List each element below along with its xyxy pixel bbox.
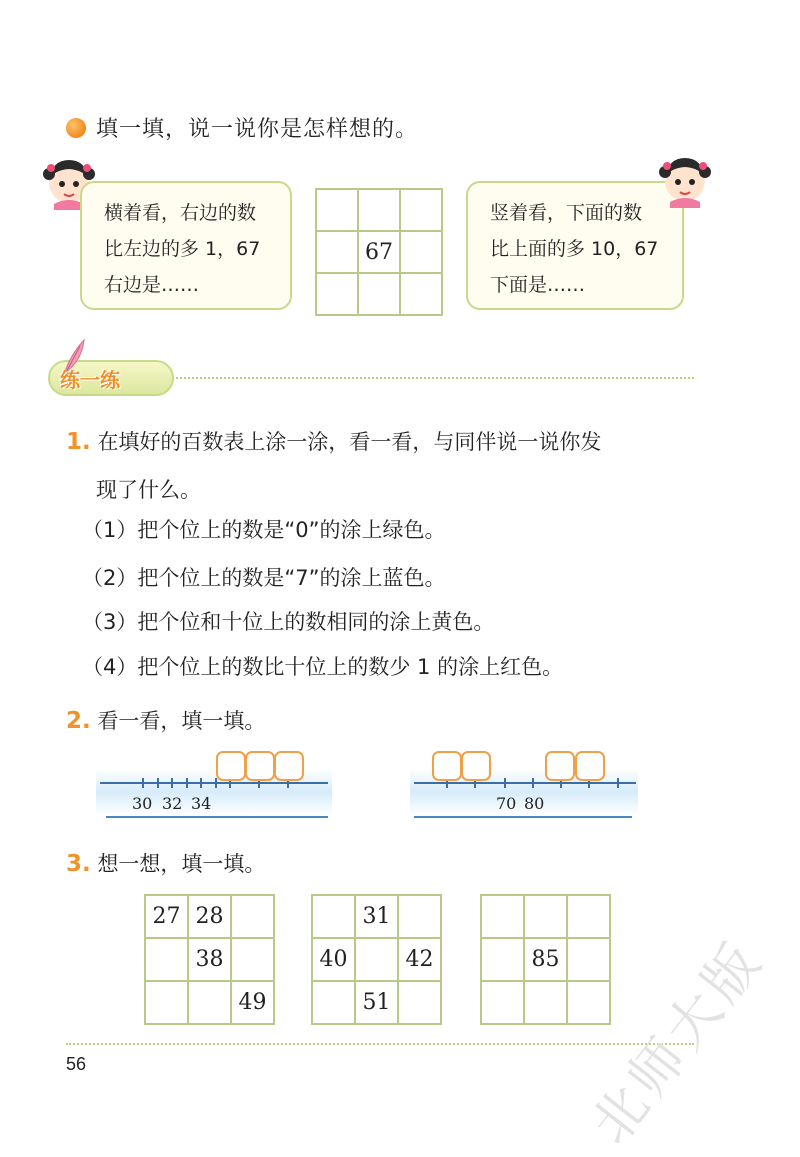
question-text: 看一看，填一填。 [97,709,266,733]
grid-cell[interactable] [188,981,231,1024]
intro-number-grid [315,188,443,316]
question-1-text-cont: 现了什么。 [96,478,201,502]
sub-question: （4）把个位上的数比十位上的数少 1 的涂上红色。 [82,655,564,679]
grid-cell[interactable] [398,895,441,938]
answer-box[interactable] [545,751,575,781]
sub-question: （3）把个位和十位上的数相同的涂上黄色。 [82,610,495,634]
answer-box[interactable] [575,751,605,781]
grid-cell[interactable] [145,938,188,981]
question-text: 在填好的百数表上涂一涂，看一看，与同伴说一说你发 [97,430,602,454]
grid-cell[interactable] [145,981,188,1024]
hint-line: 横着看，右边的数 [104,202,257,224]
number-line-right [410,745,640,825]
answer-box[interactable] [216,751,246,781]
grid-cell[interactable] [400,231,442,273]
grid-cell: 40 [312,938,355,981]
number-grid-3 [480,894,611,1025]
answer-box[interactable] [274,751,304,781]
hint-line: 右边是…… [104,274,200,296]
hint-line: 比左边的多 1，67 [104,238,261,260]
girl-avatar-icon [656,150,714,208]
question-number: 3. [66,851,91,877]
grid-cell[interactable] [355,938,398,981]
question-text: 想一想，填一填。 [97,852,266,876]
grid-cell[interactable] [231,938,274,981]
intro-title: 填一填，说一说你是怎样想的。 [96,117,419,142]
grid-cell[interactable] [524,895,567,938]
question-number: 2. [66,708,91,734]
dotted-divider [176,377,694,379]
grid-cell[interactable] [400,273,442,315]
tick-label: 70 [496,794,517,813]
orange-bullet-icon [66,118,86,138]
answer-box[interactable] [245,751,275,781]
grid-cell: 31 [355,895,398,938]
grid-cell: 28 [188,895,231,938]
hint-bubble-horizontal [80,181,292,310]
question-1-text [66,426,601,456]
grid-cell[interactable] [567,981,610,1024]
grid-cell: 67 [358,231,400,273]
grid-cell: 51 [355,981,398,1024]
tick-label: 34 [191,794,212,813]
hint-line: 下面是…… [490,274,586,296]
hint-bubble-vertical [466,181,684,310]
grid-cell[interactable] [316,273,358,315]
grid-cell[interactable] [358,273,400,315]
grid-cell[interactable] [398,981,441,1024]
sub-question: （1）把个位上的数是“0”的涂上绿色。 [82,518,446,542]
watermark-text: 北师大版 [578,927,777,1156]
question-2-text [66,705,265,735]
page-number: 56 [66,1054,87,1074]
grid-cell[interactable] [481,938,524,981]
grid-cell[interactable] [316,189,358,231]
answer-box[interactable] [461,751,491,781]
grid-cell[interactable] [358,189,400,231]
number-grid-1 [144,894,275,1025]
grid-cell[interactable] [400,189,442,231]
question-3-text [66,848,265,878]
number-line-left [96,745,336,825]
grid-cell: 27 [145,895,188,938]
grid-cell: 42 [398,938,441,981]
hint-line: 竖着看，下面的数 [490,202,643,224]
practice-title: 练一练 [60,368,120,392]
grid-cell[interactable] [481,895,524,938]
dotted-divider [66,1043,694,1045]
grid-cell[interactable] [312,981,355,1024]
question-number: 1. [66,429,91,455]
grid-cell[interactable] [316,231,358,273]
grid-cell: 85 [524,938,567,981]
tick-label: 32 [162,794,183,813]
tick-label: 30 [132,794,153,813]
grid-cell: 38 [188,938,231,981]
grid-cell[interactable] [524,981,567,1024]
tick-label: 80 [524,794,545,813]
grid-cell[interactable] [481,981,524,1024]
grid-cell[interactable] [567,938,610,981]
grid-cell[interactable] [231,895,274,938]
answer-box[interactable] [432,751,462,781]
grid-cell[interactable] [567,895,610,938]
grid-cell[interactable] [312,895,355,938]
number-grid-2 [311,894,442,1025]
sub-question: （2）把个位上的数是“7”的涂上蓝色。 [82,566,446,590]
hint-line: 比上面的多 10，67 [490,238,659,260]
grid-cell: 49 [231,981,274,1024]
